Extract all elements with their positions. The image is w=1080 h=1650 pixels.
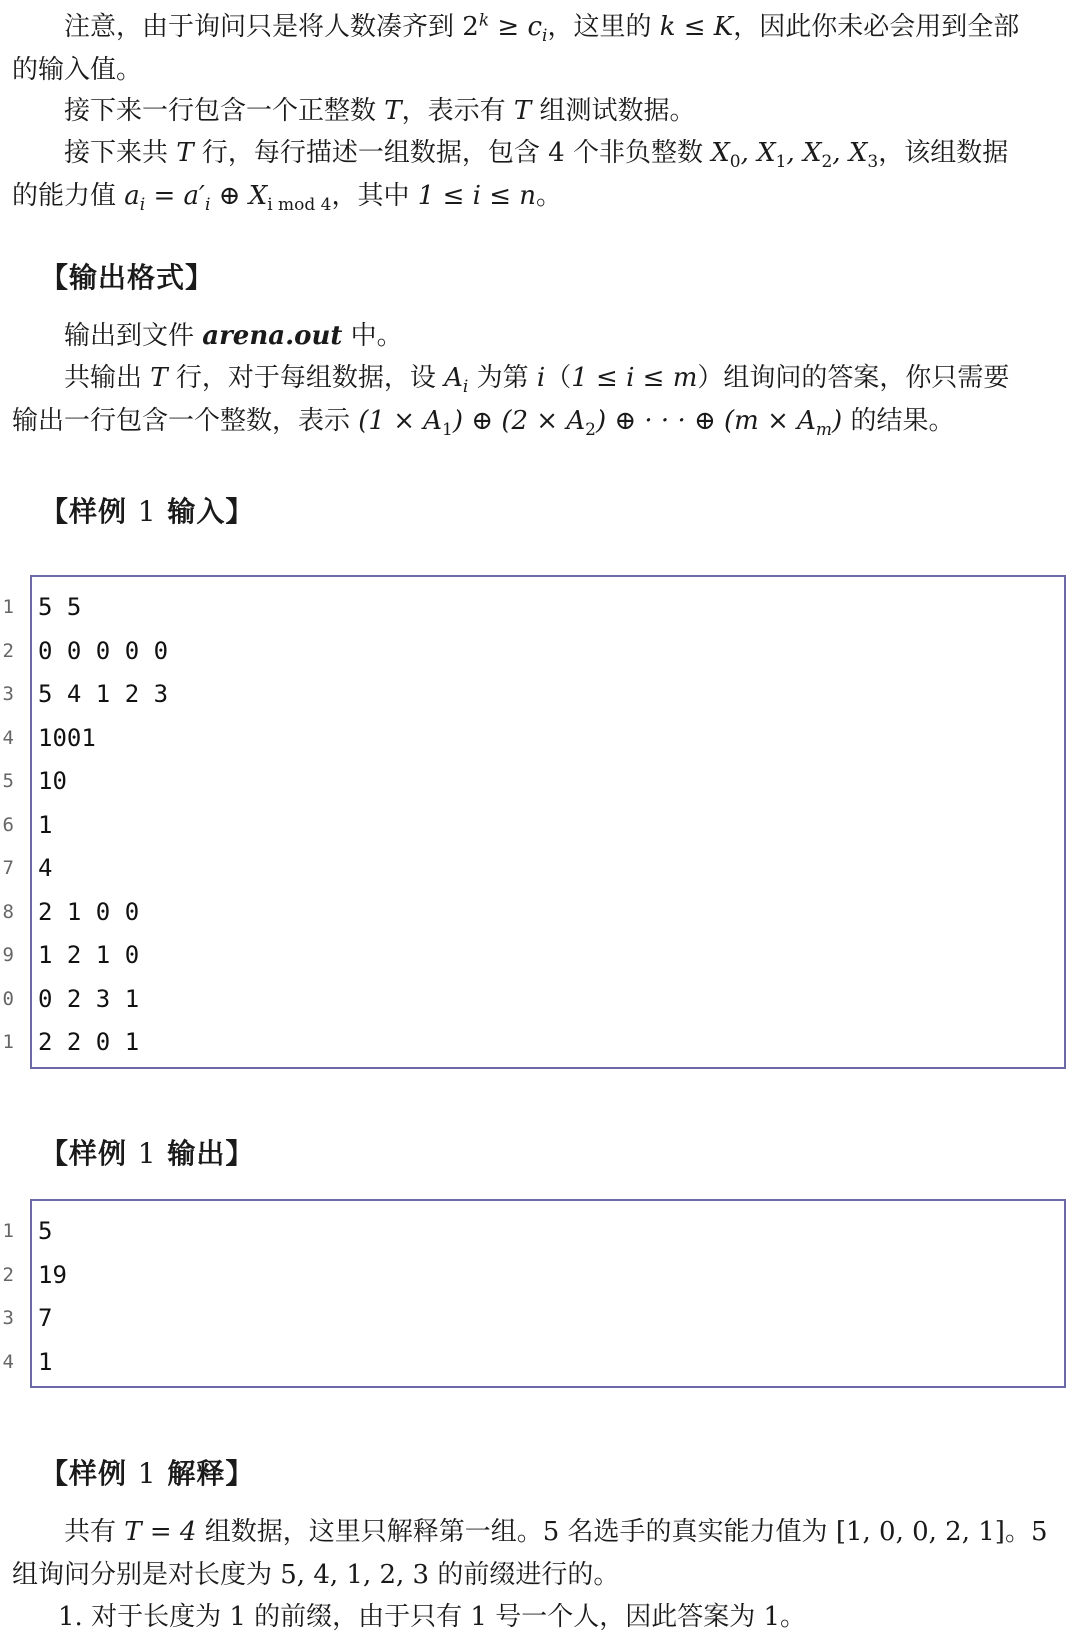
code-text: 7 <box>38 1304 53 1332</box>
code-line <box>0 630 1080 674</box>
sample-input-heading: 【样例 1 输入】 <box>40 495 255 528</box>
line-number: 9 <box>2 944 14 966</box>
sample-output-heading: 【样例 1 输出】 <box>40 1137 255 1170</box>
line-number: 4 <box>2 726 14 749</box>
line-number: 0 <box>2 987 14 1010</box>
line-number: 2 <box>2 1263 14 1286</box>
output-filename: arena.out <box>202 321 343 351</box>
code-text: 19 <box>38 1260 67 1289</box>
line-number: 3 <box>2 1307 14 1329</box>
line-number: 7 <box>2 857 14 879</box>
code-line <box>0 1021 1080 1065</box>
intro-paragraph-3: 接下来共 T 行，每行描述一组数据，包含 4 个非负整数 $X_0$, $X_1$, $X_2$, $X_3$，该组数据 的能力值 $a_i = a'_i$ ⊕ $X_{i mod 4}$，其中 1 ≤ i ≤ n。 <box>12 138 1009 216</box>
sample-explain-heading: 【样例 1 解释】 <box>40 1457 255 1490</box>
code-text: 1 <box>38 1347 53 1376</box>
code-text: 0 0 0 0 0 <box>38 636 169 665</box>
sample-explain-list-item-1: 1. 对于长度为 1 的前缀，由于只有 1 号一个人，因此答案为 1。 <box>58 1602 807 1632</box>
code-line <box>0 1254 1080 1298</box>
output-format-paragraph-1: 输出到文件 arena.out 中。 <box>64 321 403 351</box>
code-line <box>0 978 1080 1022</box>
line-number: 6 <box>2 813 14 836</box>
code-text: 2 1 0 0 <box>38 897 140 926</box>
code-text: 1 <box>38 810 53 839</box>
code-line <box>0 891 1080 935</box>
line-number: 1 <box>2 1220 14 1242</box>
output-format-heading: 【输出格式】 <box>40 261 215 294</box>
intro-paragraph-1: 注意，由于询问只是将人数凑齐到 $2^k \ge c_i$，这里的 k ≤ K，因此你未必会用到全部 的输入值。 <box>12 10 1020 85</box>
code-text: 1001 <box>38 723 96 752</box>
line-number: 1 <box>2 1031 14 1053</box>
code-text: 10 <box>38 767 67 795</box>
intro-paragraph-2: 接下来一行包含一个正整数 T，表示有 T 组测试数据。 <box>64 96 696 126</box>
line-number: 5 <box>2 770 14 792</box>
code-line <box>0 760 1080 804</box>
code-text: 5 5 <box>38 593 82 621</box>
code-line <box>0 934 1080 978</box>
code-line <box>0 673 1080 717</box>
code-line <box>0 1210 1080 1254</box>
line-number: 4 <box>2 1350 14 1373</box>
line-number: 1 <box>2 596 14 618</box>
line-number: 2 <box>2 639 14 662</box>
code-line <box>0 1341 1080 1385</box>
code-line <box>0 847 1080 891</box>
code-text: 4 <box>38 854 53 882</box>
code-line <box>0 586 1080 630</box>
code-text: 2 2 0 1 <box>38 1028 140 1056</box>
sample-explain-paragraph: 共有 T = 4 组数据，这里只解释第一组。5 名选手的真实能力值为 [1, 0, 0, 2, 1]。5 组询问分别是对长度为 5, 4, 1, 2, 3 的前缀进行的。 <box>12 1517 1048 1590</box>
code-line <box>0 717 1080 761</box>
code-line <box>0 804 1080 848</box>
line-number: 3 <box>2 683 14 705</box>
code-line <box>0 1297 1080 1341</box>
line-number: 8 <box>2 900 14 923</box>
code-text: 1 2 1 0 <box>38 941 140 969</box>
code-text: 0 2 3 1 <box>38 984 140 1013</box>
output-format-paragraph-2: 共输出 T 行，对于每组数据，设 $A_i$ 为第 i（1 ≤ i ≤ m）组询问的答案，你只需要 输出一行包含一个整数，表示 $(1 \times A_1)$ ⊕ $(2 \times A_2)$ ⊕ · · · ⊕ $(m \times A_m)$ 的结果。 <box>12 363 1010 441</box>
code-text: 5 4 1 2 3 <box>38 680 169 708</box>
code-text: 5 <box>38 1217 53 1245</box>
